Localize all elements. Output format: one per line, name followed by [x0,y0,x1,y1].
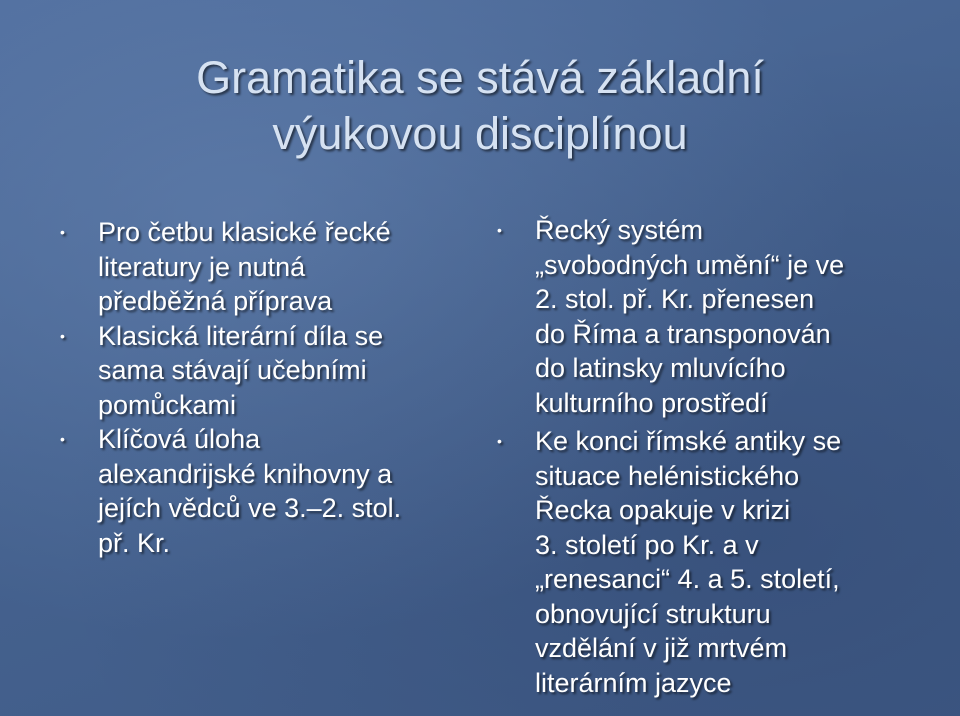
bullet-text-line: 2. stol. př. Kr. přenesen [535,284,815,314]
bullet-item [497,424,927,700]
bullet-text-line: situace helénistického [535,460,800,491]
bullet-text-line: obnovující strukturu [535,598,771,629]
bullet-text-line: Řecký systém [535,215,704,245]
bullet-text-line: předběžná příprava [98,286,333,316]
bullet-text-line: Klasická literární díla se [98,320,384,351]
left-bullet-list [60,215,450,560]
title-line: výukovou disciplínou [272,108,688,159]
bullet-text-line: Ke konci římské antiky se [535,426,842,456]
bullet-icon: • [60,327,65,344]
bullet-text-line: jejích vědců ve 3.–2. stol. [98,493,402,523]
bullet-text-line: sama stávají učebními [98,355,367,385]
bullet-item [497,213,927,420]
bullet-item [60,215,450,319]
right-bullet-list [497,213,927,704]
bullet-item [60,319,450,423]
bullet-text-line: 3. století po Kr. a v [535,529,759,560]
bullet-text-line: do Říma a transponován [535,318,831,349]
slide-title [60,50,900,162]
bullet-icon: • [60,431,65,447]
bullet-text-line: do latinsky mluvícího [535,353,786,383]
bullet-text-line: Klíčová úloha [98,424,261,454]
bullet-text-line: literárním jazyce [535,667,732,698]
bullet-text-line: kulturního prostředí [535,387,768,418]
bullet-text-line: Řecka opakuje v krizi [535,495,791,525]
bullet-text-line: vzdělání v již mrtvém [535,633,788,663]
bullet-text-line: „renesanci“ 4. a 5. století, [535,564,840,594]
title-line: Gramatika se stává základní [196,52,764,103]
bullet-text-line: př. Kr. [98,527,171,558]
bullet-text-line: „svobodných umění“ je ve [535,249,845,280]
bullet-text-line: pomůckami [98,389,237,420]
bullet-item [60,422,450,560]
bullet-icon: • [497,433,502,449]
bullet-icon: • [60,224,65,240]
bullet-text-line: alexandrijské knihovny a [98,458,393,489]
bullet-text-line: literatury je nutná [98,251,306,282]
bullet-icon: • [497,222,502,238]
bullet-text-line: Pro četbu klasické řecké [98,217,391,247]
